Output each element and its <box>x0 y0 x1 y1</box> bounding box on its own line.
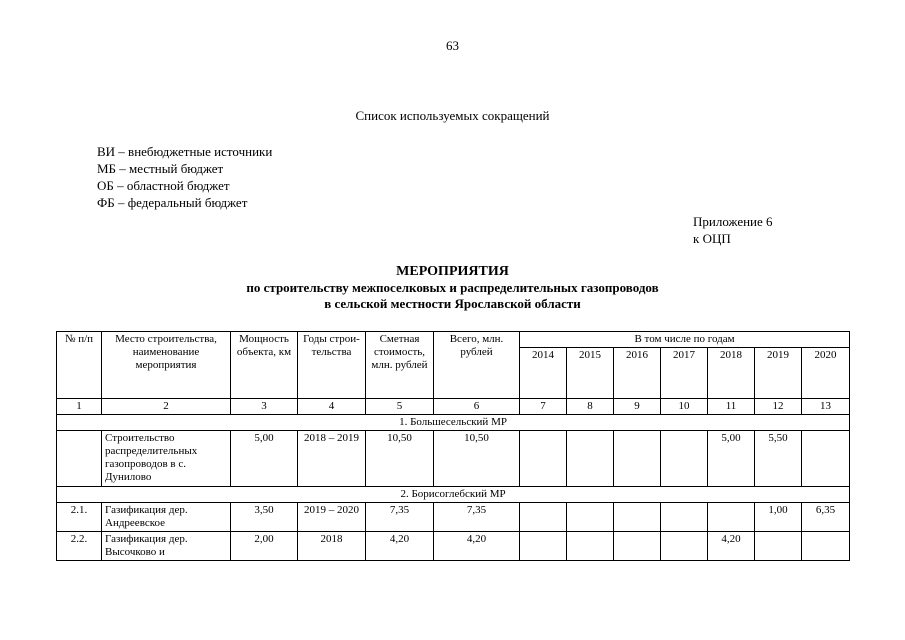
cell-num: 2.1. <box>57 503 102 532</box>
abbreviations-list <box>97 143 272 211</box>
cell-power: 5,00 <box>231 431 298 487</box>
cell-cost: 10,50 <box>366 431 434 487</box>
section-title: 1. Большесельский МР <box>57 415 850 431</box>
cell-2019 <box>755 532 802 561</box>
cell-2014 <box>520 503 567 532</box>
cell-2020: 6,35 <box>802 503 850 532</box>
column-number: 4 <box>298 399 366 415</box>
section-row <box>57 415 850 431</box>
header-year-2014: 2014 <box>520 348 567 399</box>
abbreviations-title: Список используемых сокращений <box>355 108 550 123</box>
cell-place: Газификация дер. Высочково и <box>102 532 231 561</box>
header-year-2016: 2016 <box>614 348 661 399</box>
section-title: 2. Борисоглебский МР <box>57 487 850 503</box>
cell-place: Газификация дер. Андреевское <box>102 503 231 532</box>
cell-num <box>57 431 102 487</box>
cell-place: Строительство распределительных газопроводов в с. Дунилово <box>102 431 231 487</box>
column-number: 13 <box>802 399 850 415</box>
cell-2014 <box>520 431 567 487</box>
table-row <box>57 431 850 487</box>
cell-power: 3,50 <box>231 503 298 532</box>
page-number: 63 <box>446 38 459 53</box>
cell-2016 <box>614 532 661 561</box>
column-number: 8 <box>567 399 614 415</box>
cell-years: 2018 <box>298 532 366 561</box>
cell-cost: 4,20 <box>366 532 434 561</box>
table-header-row <box>57 332 850 348</box>
cell-cost: 7,35 <box>366 503 434 532</box>
column-number: 2 <box>102 399 231 415</box>
heading-subtitle-1: по строительству межпоселковых и распределительных газопроводов <box>246 280 659 295</box>
heading-title: МЕРОПРИЯТИЯ <box>396 264 509 279</box>
header-year-2018: 2018 <box>708 348 755 399</box>
column-number: 10 <box>661 399 708 415</box>
column-number: 6 <box>434 399 520 415</box>
header-total: Всего, млн. рублей <box>434 332 520 399</box>
cell-2018: 5,00 <box>708 431 755 487</box>
abbreviation-item: ФБ – федеральный бюджет <box>97 195 248 210</box>
section-row <box>57 487 850 503</box>
cell-2015 <box>567 431 614 487</box>
cell-years: 2019 – 2020 <box>298 503 366 532</box>
cell-num: 2.2. <box>57 532 102 561</box>
heading-subtitle-2: в сельской местности Ярославской области <box>324 296 581 311</box>
header-year-2017: 2017 <box>661 348 708 399</box>
column-number: 9 <box>614 399 661 415</box>
abbreviation-item: МБ – местный бюджет <box>97 161 224 176</box>
cell-2020 <box>802 532 850 561</box>
header-power: Мощность объекта, км <box>231 332 298 399</box>
table-row <box>57 503 850 532</box>
header-year-2020: 2020 <box>802 348 850 399</box>
cell-2016 <box>614 503 661 532</box>
cell-2019: 1,00 <box>755 503 802 532</box>
column-number-row <box>57 399 850 415</box>
cell-2015 <box>567 503 614 532</box>
abbreviation-item: ВИ – внебюджетные источники <box>97 144 273 159</box>
column-number: 5 <box>366 399 434 415</box>
cell-2014 <box>520 532 567 561</box>
column-number: 12 <box>755 399 802 415</box>
appendix-line-1: Приложение 6 <box>693 214 773 229</box>
header-num: № п/п <box>57 332 102 399</box>
cell-2016 <box>614 431 661 487</box>
header-place: Место строительства, наименование мероприятия <box>102 332 231 399</box>
cell-years: 2018 – 2019 <box>298 431 366 487</box>
document-heading <box>0 264 905 312</box>
appendix-label <box>693 213 773 247</box>
cell-2017 <box>661 431 708 487</box>
cell-2019: 5,50 <box>755 431 802 487</box>
cell-total: 4,20 <box>434 532 520 561</box>
appendix-line-2: к ОЦП <box>693 231 731 246</box>
header-by-year: В том числе по годам <box>520 332 850 348</box>
header-years: Годы строи-тельства <box>298 332 366 399</box>
cell-2017 <box>661 532 708 561</box>
cell-2017 <box>661 503 708 532</box>
cell-2018: 4,20 <box>708 532 755 561</box>
column-number: 7 <box>520 399 567 415</box>
measures-table <box>56 331 850 561</box>
header-year-2015: 2015 <box>567 348 614 399</box>
abbreviation-item: ОБ – областной бюджет <box>97 178 230 193</box>
column-number: 3 <box>231 399 298 415</box>
table-row <box>57 532 850 561</box>
column-number: 11 <box>708 399 755 415</box>
cell-2020 <box>802 431 850 487</box>
cell-2015 <box>567 532 614 561</box>
cell-total: 10,50 <box>434 431 520 487</box>
cell-total: 7,35 <box>434 503 520 532</box>
column-number: 1 <box>57 399 102 415</box>
header-cost: Сметная стоимость, млн. рублей <box>366 332 434 399</box>
header-year-2019: 2019 <box>755 348 802 399</box>
cell-2018 <box>708 503 755 532</box>
cell-power: 2,00 <box>231 532 298 561</box>
